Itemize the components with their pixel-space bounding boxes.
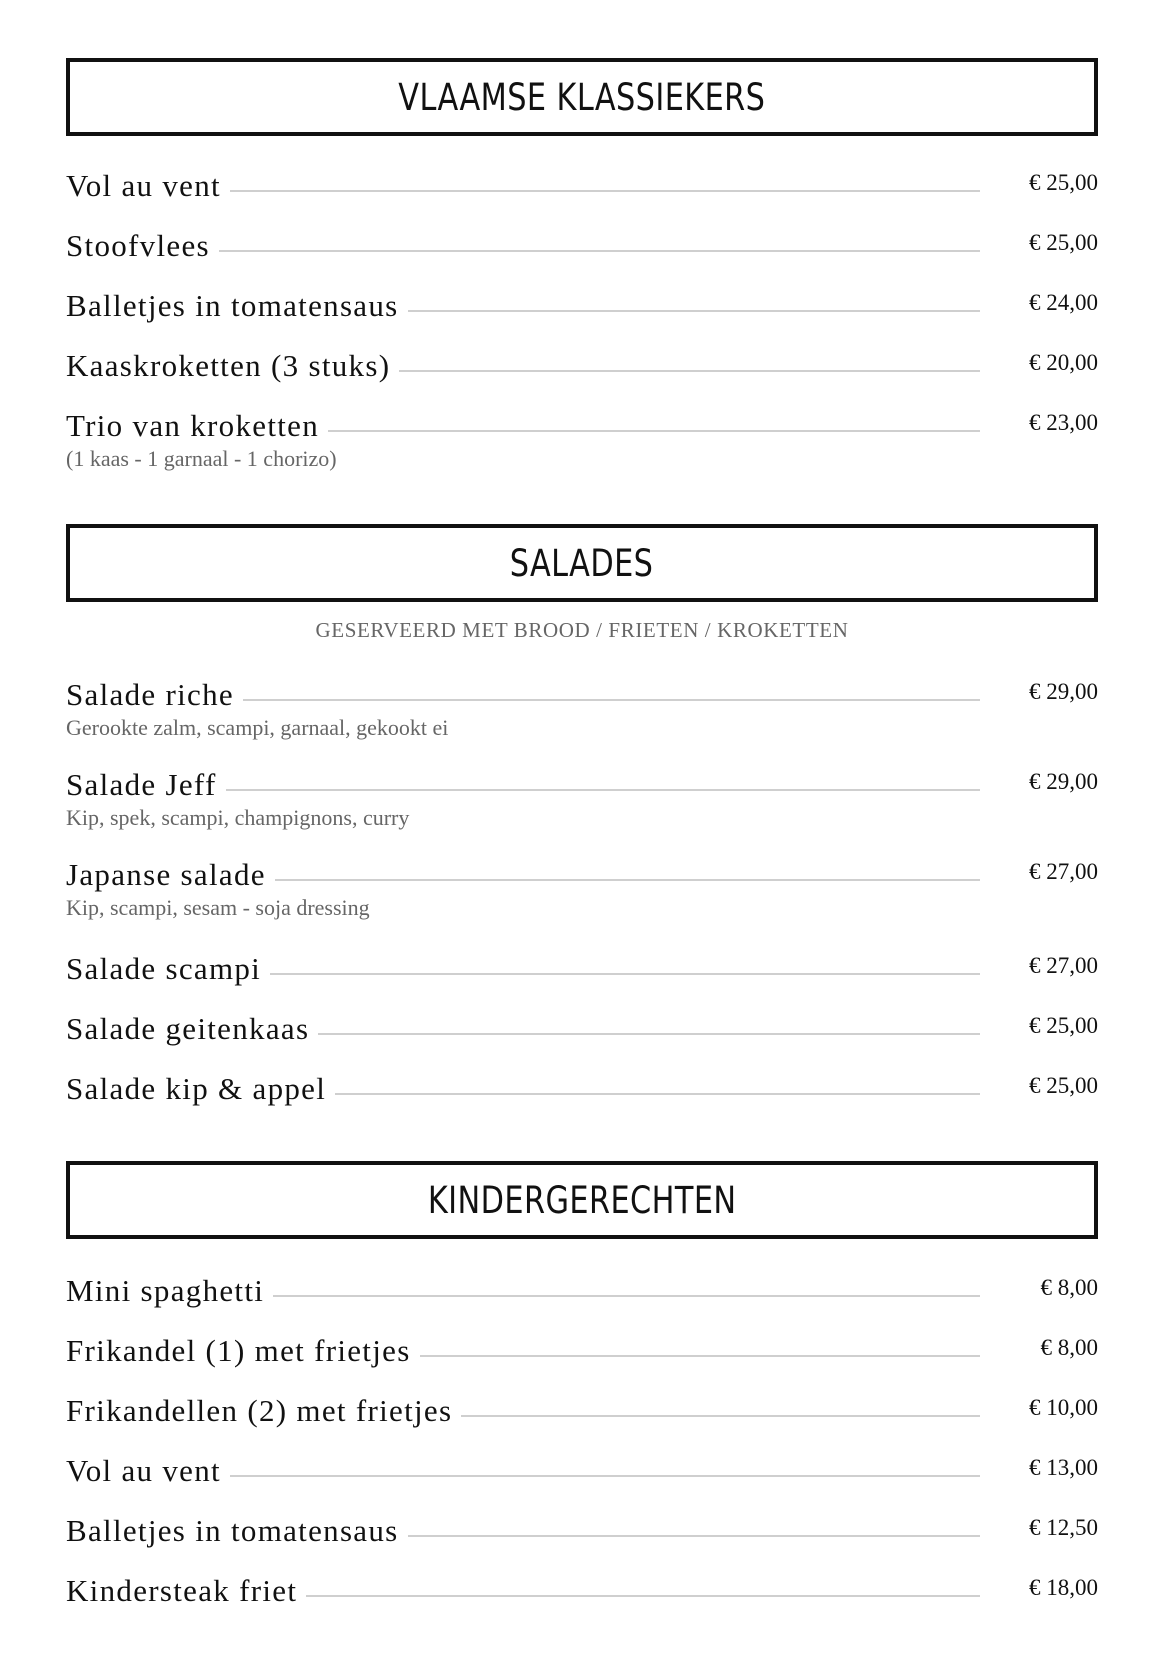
menu-item-name: Salade riche [66, 677, 234, 712]
menu-item [66, 1273, 1098, 1308]
menu-item-price: € 20,00 [1029, 350, 1098, 375]
section-salades [66, 524, 1098, 1106]
menu-page [66, 58, 1098, 1608]
menu-item-price: € 13,00 [1029, 1455, 1098, 1480]
menu-item-price: € 25,00 [1029, 170, 1098, 195]
menu-item-name: Mini spaghetti [66, 1273, 265, 1308]
menu-item-list [66, 1273, 1098, 1608]
dotted-leader [408, 310, 980, 312]
menu-item [66, 677, 1098, 741]
menu-item-name: Stoofvlees [66, 228, 210, 263]
menu-item-name: Japanse salade [66, 857, 266, 892]
menu-item [66, 857, 1098, 921]
section-kindergerechten [66, 1161, 1098, 1608]
menu-item-name: Balletjes in tomatensaus [66, 288, 399, 323]
menu-item [66, 1333, 1098, 1368]
menu-item-price: € 18,00 [1029, 1575, 1098, 1600]
menu-item [66, 1573, 1098, 1608]
menu-item [66, 1513, 1098, 1548]
section-header [66, 524, 1098, 602]
menu-item-name: Salade kip & appel [66, 1071, 327, 1106]
dotted-leader [243, 699, 980, 701]
menu-item-name: Frikandel (1) met frietjes [66, 1333, 411, 1368]
section-header [66, 58, 1098, 136]
menu-item [66, 408, 1098, 472]
section-vlaamse-klassiekers [66, 58, 1098, 472]
menu-item [66, 228, 1098, 263]
menu-item-name: Vol au vent [66, 168, 221, 203]
dotted-leader [306, 1595, 980, 1597]
menu-item-price: € 29,00 [1029, 769, 1098, 794]
menu-item-description: Gerookte zalm, scampi, garnaal, gekookt ei [66, 715, 449, 740]
dotted-leader [219, 250, 980, 252]
menu-item-price: € 8,00 [1040, 1275, 1098, 1300]
menu-item-price: € 27,00 [1029, 859, 1098, 884]
menu-item [66, 1453, 1098, 1488]
section-subtitle: GESERVEERD MET BROOD / FRIETEN / KROKETTEN [315, 618, 849, 642]
dotted-leader [318, 1033, 980, 1035]
menu-item [66, 1071, 1098, 1106]
dotted-leader [399, 370, 980, 372]
dotted-leader [230, 190, 980, 192]
menu-item-name: Salade geitenkaas [66, 1011, 310, 1046]
menu-item-price: € 29,00 [1029, 679, 1098, 704]
menu-item-price: € 24,00 [1029, 290, 1098, 315]
menu-item [66, 1393, 1098, 1428]
menu-item-name: Frikandellen (2) met frietjes [66, 1393, 453, 1428]
menu-item-description: (1 kaas - 1 garnaal - 1 chorizo) [66, 446, 337, 471]
menu-item-description: Kip, scampi, sesam - soja dressing [66, 895, 370, 920]
section-header [66, 1161, 1098, 1239]
menu-item-name: Kaaskroketten (3 stuks) [66, 348, 391, 383]
menu-item [66, 288, 1098, 323]
menu-item-name: Balletjes in tomatensaus [66, 1513, 399, 1548]
section-title: SALADES [510, 541, 654, 585]
dotted-leader [420, 1355, 980, 1357]
menu-item [66, 951, 1098, 986]
menu-item-list [66, 168, 1098, 472]
menu-item-name: Salade Jeff [66, 767, 217, 802]
menu-item-name: Trio van kroketten [66, 408, 320, 443]
section-title: KINDERGERECHTEN [427, 1178, 737, 1222]
dotted-leader [461, 1415, 980, 1417]
menu-item-price: € 12,50 [1029, 1515, 1098, 1540]
menu-item-price: € 8,00 [1040, 1335, 1098, 1360]
menu-item [66, 767, 1098, 831]
menu-item-price: € 25,00 [1029, 1073, 1098, 1098]
menu-item-name: Kindersteak friet [66, 1573, 298, 1608]
menu-item-description: Kip, spek, scampi, champignons, curry [66, 805, 410, 830]
section-title: VLAAMSE KLASSIEKERS [398, 75, 766, 119]
dotted-leader [408, 1535, 980, 1537]
dotted-leader [273, 1295, 980, 1297]
menu-item-list [66, 677, 1098, 1106]
dotted-leader [335, 1093, 980, 1095]
dotted-leader [328, 430, 980, 432]
dotted-leader [275, 879, 980, 881]
menu-item-name: Vol au vent [66, 1453, 221, 1488]
menu-item-price: € 23,00 [1029, 410, 1098, 435]
menu-item [66, 348, 1098, 383]
menu-item-price: € 10,00 [1029, 1395, 1098, 1420]
menu-item-name: Salade scampi [66, 951, 262, 986]
dotted-leader [226, 789, 980, 791]
menu-item-price: € 27,00 [1029, 953, 1098, 978]
menu-item [66, 1011, 1098, 1046]
menu-item-price: € 25,00 [1029, 1013, 1098, 1038]
dotted-leader [270, 973, 980, 975]
dotted-leader [230, 1475, 980, 1477]
menu-item-price: € 25,00 [1029, 230, 1098, 255]
menu-item [66, 168, 1098, 203]
